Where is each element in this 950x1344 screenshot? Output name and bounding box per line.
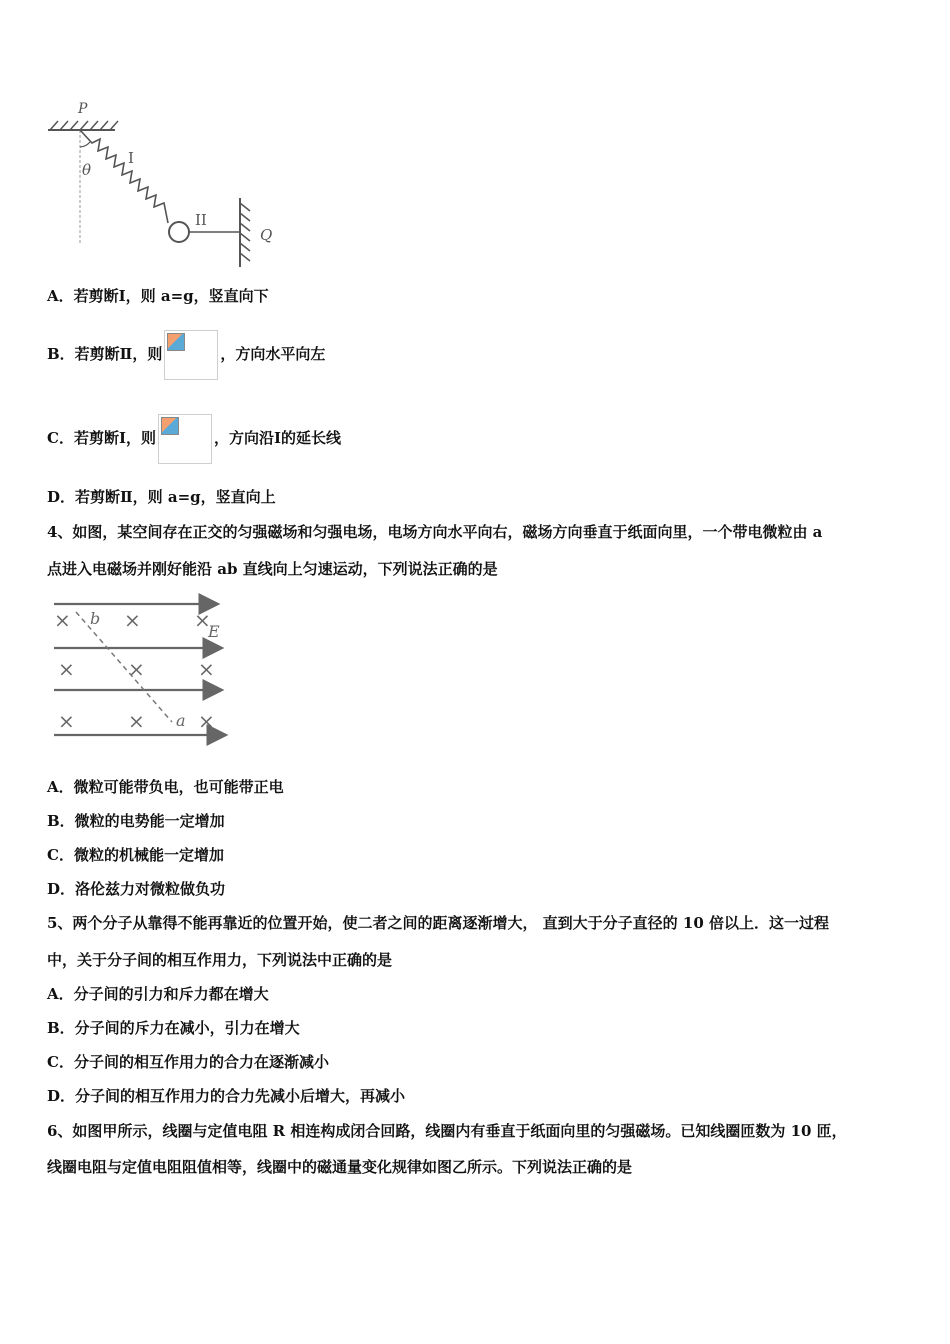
cross-mark: ×	[128, 657, 145, 681]
q5-option-d: D．分子间的相互作用力的合力先减小后增大，再减小	[47, 1087, 406, 1105]
q4-option-b: B．微粒的电势能一定增加	[47, 812, 225, 830]
formula-image	[158, 414, 212, 464]
label-p: P	[78, 101, 88, 117]
q3-option-a: A．若剪断Ⅰ，则 a=g，竖直向下	[47, 287, 269, 305]
label-a: a	[176, 711, 186, 730]
q3-option-c-post: ，方向沿Ⅰ的延长线	[213, 429, 341, 447]
label-q: Q	[260, 226, 273, 244]
q3-option-b-post: ，方向水平向左	[220, 345, 326, 363]
cross-mark: ×	[128, 709, 145, 733]
q5-option-c: C．分子间的相互作用力的合力在逐渐减小	[47, 1053, 329, 1071]
q5-option-b: B．分子间的斥力在减小，引力在增大	[47, 1019, 300, 1037]
label-spring-1: I	[128, 149, 134, 167]
q3-option-b	[47, 330, 325, 380]
cross-mark: ×	[58, 709, 75, 733]
broken-image-icon	[167, 333, 185, 351]
cross-mark: ×	[194, 608, 211, 632]
q4-option-a: A．微粒可能带负电，也可能带正电	[47, 778, 284, 796]
q3-option-d: D．若剪断Ⅱ，则 a=g，竖直向上	[47, 488, 276, 506]
q5-option-a: A．分子间的引力和斥力都在增大	[47, 985, 269, 1003]
q5-stem-line-2: 中，关于分子间的相互作用力，下列说法中正确的是	[47, 951, 393, 969]
q4-stem-line-2: 点进入电磁场并刚好能沿 ab 直线向上匀速运动，下列说法正确的是	[47, 560, 498, 578]
q3-option-c-pre: C．若剪断Ⅰ，则	[47, 429, 156, 447]
cross-mark: ×	[198, 657, 215, 681]
q6-stem-line-1: 6、如图甲所示，线圈与定值电阻 R 相连构成闭合回路，线圈内有垂直于纸面向里的匀强磁场。已知线圈匝数为 10 匝，	[47, 1122, 847, 1140]
cross-mark: ×	[58, 657, 75, 681]
spring-string-figure	[40, 95, 290, 275]
cross-mark: ×	[124, 608, 141, 632]
q3-option-c	[47, 414, 341, 464]
q4-stem-line-1: 4、如图，某空间存在正交的匀强磁场和匀强电场，电场方向水平向右，磁场方向垂直于纸面向里，一个带电微粒由 a	[47, 523, 823, 541]
em-field-figure	[48, 592, 238, 752]
formula-image	[164, 330, 218, 380]
label-b: b	[90, 609, 101, 628]
ball	[169, 222, 189, 242]
label-string-2: II	[195, 211, 207, 229]
q6-stem-line-2: 线圈电阻与定值电阻阻值相等，线圈中的磁通量变化规律如图乙所示。下列说法正确的是	[47, 1158, 633, 1176]
q4-option-c: C．微粒的机械能一定增加	[47, 846, 224, 864]
cross-mark: ×	[198, 709, 215, 733]
label-theta: θ	[82, 161, 92, 179]
broken-image-icon	[161, 417, 179, 435]
q4-option-d: D．洛伦兹力对微粒做负功	[47, 880, 226, 898]
cross-mark: ×	[54, 608, 71, 632]
q3-option-b-pre: B．若剪断Ⅱ，则	[47, 345, 163, 363]
q5-stem-line-1: 5、两个分子从靠得不能再靠近的位置开始，使二者之间的距离逐渐增大， 直到大于分子直径的 10 倍以上．这一过程	[47, 914, 829, 932]
label-e: E	[208, 622, 220, 641]
